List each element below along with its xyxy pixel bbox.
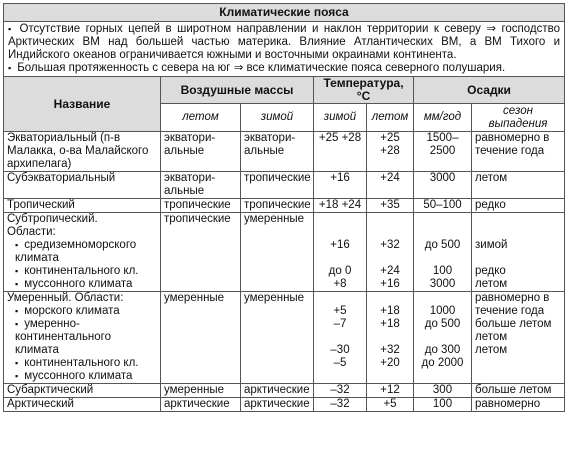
temp-value: +8	[333, 278, 347, 290]
climate-zones-document	[3, 3, 564, 412]
air-winter: умеренные	[241, 213, 314, 292]
precip-amount: 3000	[414, 172, 472, 199]
temp-winter: +18 +24	[314, 199, 367, 213]
temp-value: –30	[330, 344, 350, 356]
zone-name: Субэкваториальный	[4, 172, 161, 199]
zone-title: Субтропический.	[7, 213, 98, 225]
season-value: летом	[475, 278, 508, 290]
table-title: Климатические пояса	[4, 4, 565, 22]
sub-area: ▪ континентального кл.	[7, 357, 157, 370]
season-value: равномерно в течение года	[475, 292, 550, 317]
temp-winter	[314, 292, 367, 384]
sub-area: ▪ морского климата	[7, 305, 157, 318]
air-summer: арктические	[161, 398, 241, 412]
table-row	[4, 398, 565, 412]
season-value: летом	[475, 331, 508, 343]
temp-value: +32	[380, 344, 400, 356]
sub-area: ▪ муссонного климата	[7, 278, 157, 291]
precip-season	[472, 213, 565, 292]
sub-area: ▪ муссонного климата	[7, 370, 157, 383]
temp-summer: +12	[367, 384, 414, 398]
season-value: летом	[475, 344, 508, 356]
season-value: редко	[475, 265, 506, 277]
temp-winter	[314, 213, 367, 292]
precip-season: летом	[472, 172, 565, 199]
zone-name: Тропический	[4, 199, 161, 213]
temp-value: –5	[333, 357, 347, 369]
precip-amount: 50–100	[414, 199, 472, 213]
season-value: зимой	[475, 239, 508, 251]
header-air-summer: летом	[161, 104, 241, 132]
amount-value: 100	[432, 265, 453, 277]
air-winter: арктические	[241, 398, 314, 412]
amount-value: 1000	[429, 305, 456, 317]
temp-winter: –32	[314, 384, 367, 398]
precip-season	[472, 292, 565, 384]
precip-season: больше летом	[472, 384, 565, 398]
header-air-winter: зимой	[241, 104, 314, 132]
precip-amount: 1500–2500	[414, 132, 472, 172]
temp-summer: +25 +28	[367, 132, 414, 172]
precip-amount	[414, 213, 472, 292]
temp-value: +5	[333, 305, 347, 317]
air-summer: тропические	[161, 199, 241, 213]
table-row	[4, 199, 565, 213]
header-temperature: Температура, °С	[314, 77, 414, 104]
table-row	[4, 292, 565, 384]
zone-name: Субарктический	[4, 384, 161, 398]
sub-area: ▪ умеренно-континентального климата	[7, 318, 157, 357]
temp-value: +16	[330, 239, 350, 251]
zone-title: Умеренный. Области:	[7, 292, 124, 304]
precip-amount	[414, 292, 472, 384]
air-winter: тропические	[241, 199, 314, 213]
precip-season: редко	[472, 199, 565, 213]
zone-areas-label: Области:	[7, 226, 56, 238]
precip-amount: 100	[414, 398, 472, 412]
temp-value: +18	[380, 305, 400, 317]
table-row	[4, 132, 565, 172]
header-temp-summer: летом	[367, 104, 414, 132]
amount-value: до 300	[424, 344, 461, 356]
temp-winter: +16	[314, 172, 367, 199]
precip-season: равномерно в течение года	[472, 132, 565, 172]
header-air-masses: Воздушные массы	[161, 77, 314, 104]
intro-item: ▪ Большая протяженность с севера на юг ⇒ все климатические пояса северного полушария.	[8, 62, 560, 75]
amount-value: 3000	[429, 278, 456, 290]
zone-name: Экваториальный (п-в Малакка, о-ва Малайского архипелага)	[4, 132, 161, 172]
air-summer: тропические	[161, 213, 241, 292]
amount-value: до 500	[424, 318, 461, 330]
temp-value: +20	[380, 357, 400, 369]
amount-value: до 2000	[421, 357, 464, 369]
precip-season: равномерно	[472, 398, 565, 412]
air-summer: умеренные	[161, 384, 241, 398]
temp-summer: +24	[367, 172, 414, 199]
header-temp-winter: зимой	[314, 104, 367, 132]
temp-summer: +35	[367, 199, 414, 213]
air-summer: экватори-альные	[161, 172, 241, 199]
temp-value: до 0	[328, 265, 352, 277]
header-precip-season: сезон выпадения	[472, 104, 565, 132]
header-name: Название	[4, 77, 161, 132]
temp-winter: –32	[314, 398, 367, 412]
precip-amount: 300	[414, 384, 472, 398]
temp-value: +32	[380, 239, 400, 251]
intro-item: ▪ Отсутствие горных цепей в широтном направлении и наклон территории к северу ⇒ господство Арктических ВМ над большей частью материка. Влияние Атлантических ВМ, а ВМ Тихого и Индийского океанов ограничивается южными и восточными окраинами континента.	[8, 23, 560, 62]
sub-area: ▪ континентального кл.	[7, 265, 157, 278]
temp-summer	[367, 292, 414, 384]
temp-value: +18	[380, 318, 400, 330]
temp-value: –7	[333, 318, 347, 330]
zone-name	[4, 213, 161, 292]
air-winter: умеренные	[241, 292, 314, 384]
climate-zones-table	[3, 3, 565, 412]
season-value: больше летом	[475, 318, 552, 330]
zone-name	[4, 292, 161, 384]
temp-winter: +25 +28	[314, 132, 367, 172]
temp-value: +24	[380, 265, 400, 277]
header-precipitation: Осадки	[414, 77, 565, 104]
table-row	[4, 384, 565, 398]
temp-summer	[367, 213, 414, 292]
sub-area: ▪ средиземноморского климата	[7, 239, 157, 265]
air-summer: умеренные	[161, 292, 241, 384]
air-summer: экватори-альные	[161, 132, 241, 172]
table-row	[4, 213, 565, 292]
air-winter: тропические	[241, 172, 314, 199]
intro-text	[4, 22, 565, 77]
temp-value: +16	[380, 278, 400, 290]
table-row	[4, 172, 565, 199]
zone-name: Арктический	[4, 398, 161, 412]
header-precip-amount: мм/год	[414, 104, 472, 132]
air-winter: арктические	[241, 384, 314, 398]
amount-value: до 500	[424, 239, 461, 251]
air-winter: экватори-альные	[241, 132, 314, 172]
temp-summer: +5	[367, 398, 414, 412]
